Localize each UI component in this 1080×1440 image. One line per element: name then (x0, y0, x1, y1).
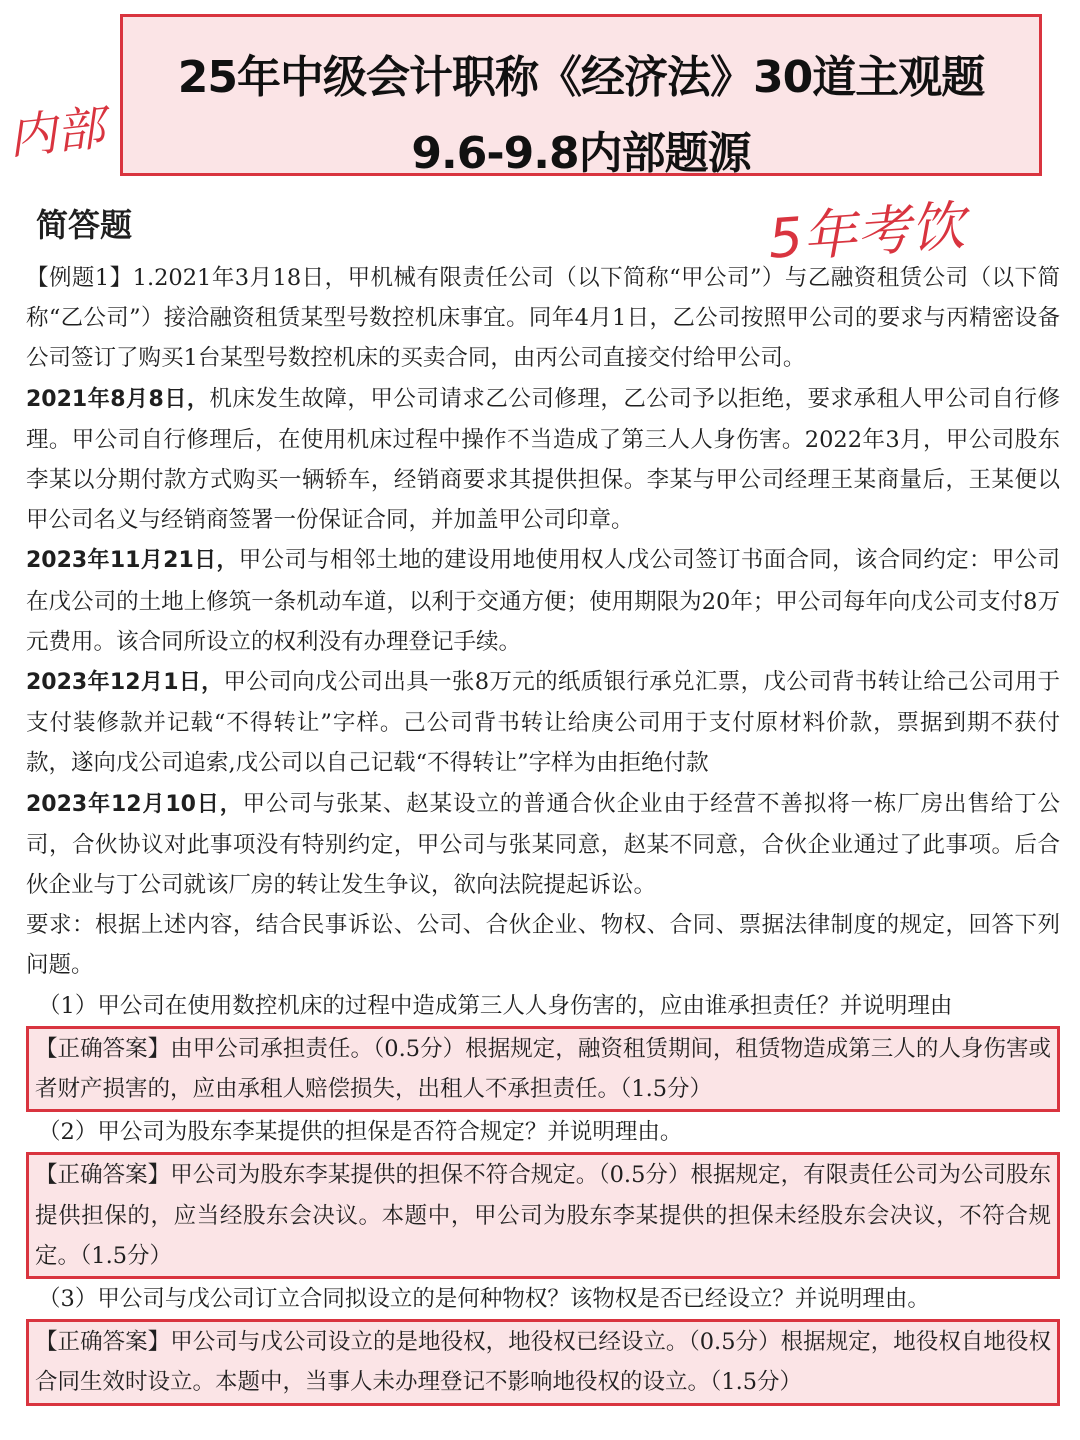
title-line-2: 9.6-9.8内部题源 (411, 128, 751, 179)
question-2: （2）甲公司为股东李某提供的担保是否符合规定？并说明理由。 (38, 1119, 683, 1146)
paragraph (26, 379, 1060, 541)
paragraph-text: 甲公司向戊公司出具一张8万元的纸质银行承兑汇票，戊公司背书转让给己公司用于支付装修款并记载“不得转让”字样。己公司背书转让给庚公司用于支付原材料价款，票据到期不获付款，遂向戊公司追索,戊公司以自己记载“不得转让”字样为由拒绝付款 (26, 669, 1061, 777)
paragraph-date: 2021年8月8日， (26, 386, 210, 412)
paragraph-text: 机床发生故障，甲公司请求乙公司修理，乙公司予以拒绝，要求承租人甲公司自行修理。甲公司自行修理后，在使用机床过程中操作不当造成了第三人人身伤害。2022年3月，甲公司股东李某以分期付款方式购买一辆轿车，经销商要求其提供担保。李某与甲公司经理王某商量后，王某便以甲公司名义与经销商签署一份保证合同，并加盖甲公司印章。 (26, 385, 1060, 534)
paragraph-date: 2023年11月21日， (26, 548, 239, 574)
handwritten-note-right: 5年考饮 (766, 194, 967, 271)
paragraph (26, 258, 1060, 379)
paragraph-text: 甲公司与张某、赵某设立的普通合伙企业由于经营不善拟将一栋厂房出售给丁公司，合伙协议对此事项没有特别约定，甲公司与张某同意，赵某不同意，合伙企业通过了此事项。后合伙企业与丁公司就该厂房的转让发生争议，欲向法院提起诉讼。 (26, 790, 1060, 899)
paragraph (26, 784, 1060, 906)
paragraph-text: 甲公司与相邻土地的建设用地使用权人戊公司签订书面合同，该合同约定：甲公司在戊公司的土地上修筑一条机动车道，以利于交通方便；使用期限为20年；甲公司每年向戊公司支付8万元费用。该合同所设立的权利没有办理登记手续。 (26, 547, 1060, 655)
paragraph (26, 662, 1060, 784)
paragraph-date: 2023年12月1日， (26, 670, 224, 696)
title-line-1: 25年中级会计职称《经济法》30道主观题 (177, 52, 985, 103)
handwritten-note-left: 内部 (5, 100, 108, 166)
paragraph (26, 905, 1060, 985)
paragraph-date: 2023年12月10日， (26, 791, 243, 817)
paragraph (26, 540, 1060, 662)
answer-box-3: 【正确答案】甲公司与戊公司设立的是地役权，地役权已经设立。（0.5分）根据规定，地役权自地役权合同生效时设立。本题中，当事人未办理登记不影响地役权的设立。（1.5分） (26, 1319, 1060, 1405)
paragraph-text: 【例题1】1.2021年3月18日，甲机械有限责任公司（以下简称“甲公司”）与乙融资租赁公司（以下简称“乙公司”）接洽融资租赁某型号数控机床事宜。同年4月1日，乙公司按照甲公司的要求与丙精密设备公司签订了购买1台某型号数控机床的买卖合同，由丙公司直接交付给甲公司。 (26, 265, 1060, 372)
answer-box-1: 【正确答案】由甲公司承担责任。（0.5分）根据规定，融资租赁期间，租赁物造成第三人的人身伤害或者财产损害的，应由承租人赔偿损失，出租人不承担责任。（1.5分） (26, 1026, 1060, 1112)
question-1: （1）甲公司在使用数控机床的过程中造成第三人人身伤害的，应由谁承担责任？并说明理由 (38, 992, 953, 1019)
paragraph-text: 要求：根据上述内容，结合民事诉讼、公司、合伙企业、物权、合同、票据法律制度的规定，回答下列问题。 (26, 912, 1060, 979)
document-body (26, 258, 1060, 1406)
title-box (120, 14, 1042, 179)
answer-box-2: 【正确答案】甲公司为股东李某提供的担保不符合规定。（0.5分）根据规定，有限责任公司为公司股东提供担保的，应当经股东会决议。本题中，甲公司为股东李某提供的担保未经股东会决议，不符合规定。（1.5分） (26, 1152, 1060, 1279)
section-heading: 简答题 (36, 206, 133, 244)
question-3: （3）甲公司与戊公司订立合同拟设立的是何种物权？该物权是否已经设立？并说明理由。 (38, 1286, 930, 1313)
